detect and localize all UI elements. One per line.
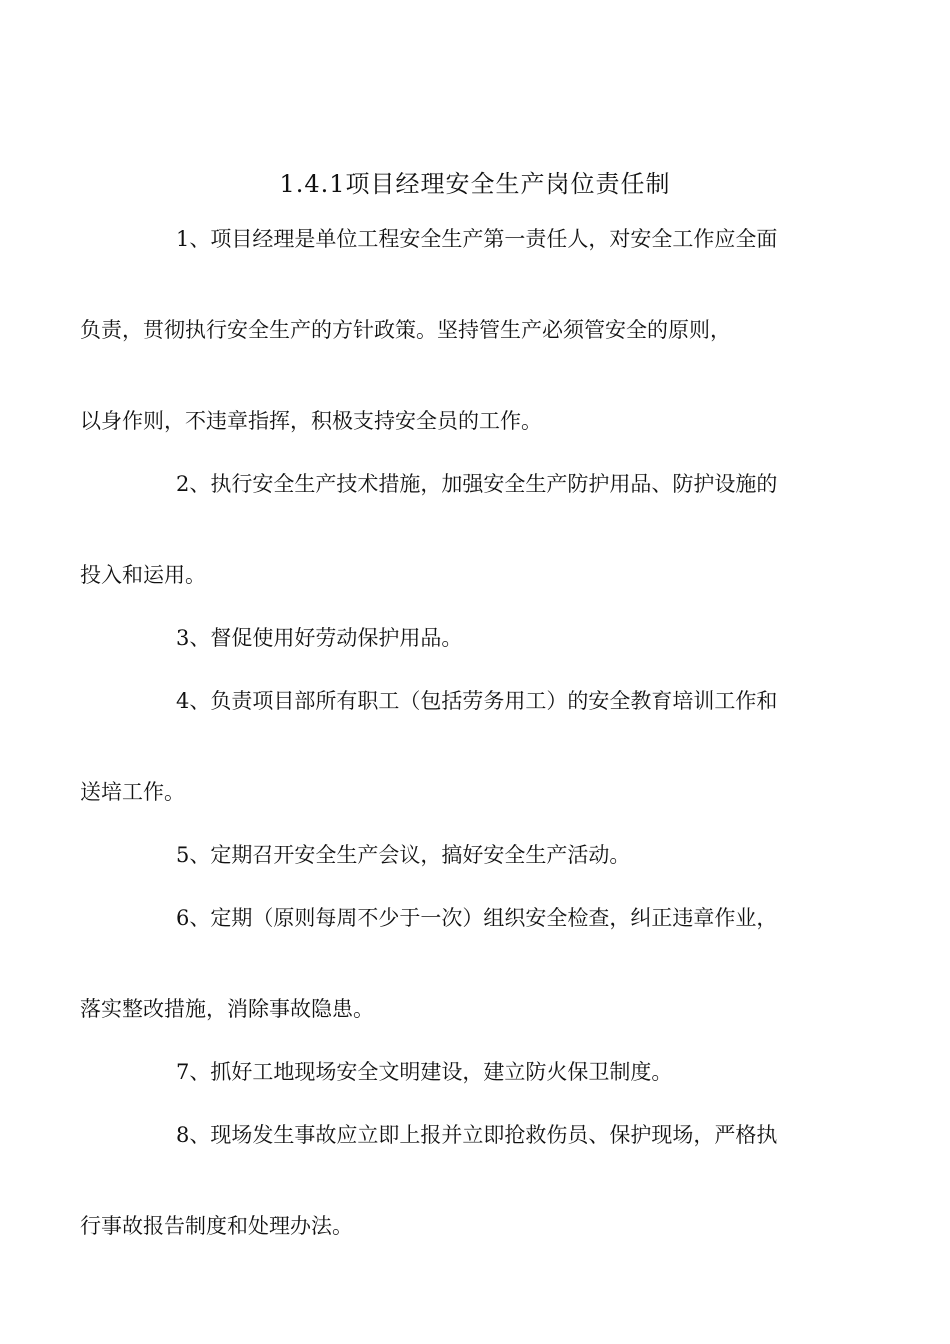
paragraph-line: 以身作则，不违章指挥，积极支持安全员的工作。	[80, 409, 542, 433]
paragraph-6	[80, 906, 864, 1021]
paragraph-2	[80, 472, 864, 587]
document-title: 1.4.1项目经理安全生产岗位责任制	[279, 170, 671, 198]
paragraph-line: 2、执行安全生产技术措施，加强安全生产防护用品、防护设施的	[176, 472, 778, 496]
paragraph-line: 行事故报告制度和处理办法。	[80, 1214, 353, 1238]
paragraph-5	[128, 844, 864, 866]
paragraph-line: 落实整改措施，消除事故隐患。	[80, 997, 374, 1021]
paragraph-line: 投入和运用。	[80, 563, 206, 587]
paragraph-line: 负责，贯彻执行安全生产的方针政策。坚持管生产必须管安全的原则，	[80, 318, 731, 342]
paragraph-4	[80, 689, 864, 804]
paragraph-line: 3、督促使用好劳动保护用品。	[176, 626, 463, 650]
paragraph-line: 4、负责项目部所有职工（包括劳务用工）的安全教育培训工作和	[176, 689, 778, 713]
paragraph-3	[128, 627, 864, 649]
paragraph-line: 1、项目经理是单位工程安全生产第一责任人，对安全工作应全面	[176, 227, 778, 251]
paragraph-line: 5、定期召开安全生产会议，搞好安全生产活动。	[176, 843, 631, 867]
paragraph-line: 7、抓好工地现场安全文明建设，建立防火保卫制度。	[176, 1060, 673, 1084]
paragraph-line: 送培工作。	[80, 780, 185, 804]
paragraph-line: 8、现场发生事故应立即上报并立即抢救伤员、保护现场，严格执	[176, 1123, 778, 1147]
paragraph-7	[128, 1061, 864, 1083]
paragraph-1	[80, 227, 864, 433]
document-body	[80, 227, 864, 1238]
paragraph-line: 6、定期（原则每周不少于一次）组织安全检查，纠正违章作业，	[176, 906, 778, 930]
paragraph-8	[80, 1123, 864, 1238]
